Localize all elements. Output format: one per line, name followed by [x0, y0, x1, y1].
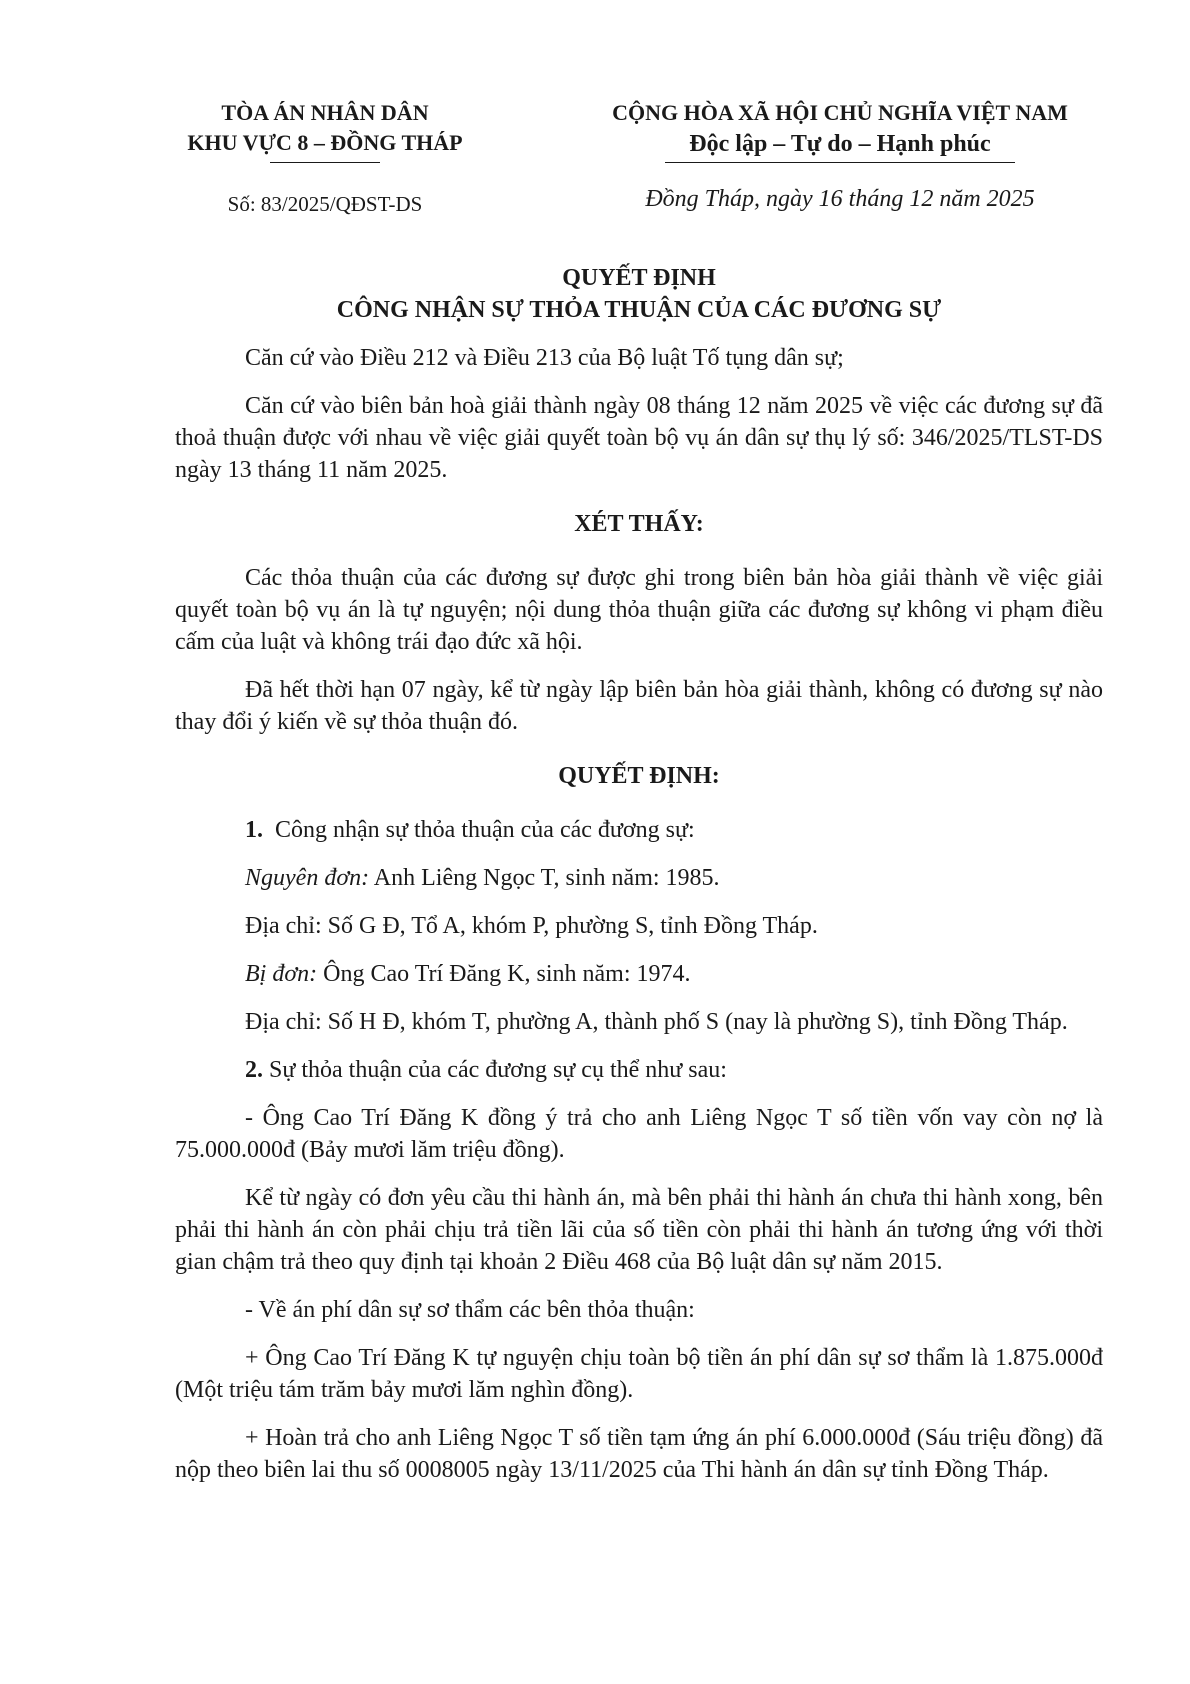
findings-paragraph: Các thỏa thuận của các đương sự được ghi trong biên bản hòa giải thành về việc giải quyết toàn bộ vụ án là tự nguyện; nội dung thỏa thuận giữa các đương sự không vi phạm điều cấm của luật và không trái đạo đức xã hội.	[175, 565, 1103, 655]
document-subtitle: CÔNG NHẬN SỰ THỎA THUẬN CỦA CÁC ĐƯƠNG SỰ	[336, 297, 942, 323]
item-text: Sự thỏa thuận của các đương sự cụ thể như sau:	[263, 1057, 727, 1083]
fee-paragraph: + Ông Cao Trí Đăng K tự nguyện chịu toàn bộ tiền án phí dân sự sơ thẩm là 1.875.000đ (Một triệu tám trăm bảy mươi lăm nghìn đồng).	[175, 1345, 1103, 1403]
motto-underline	[665, 162, 1015, 163]
item-text: Công nhận sự thỏa thuận của các đương sự:	[275, 817, 695, 843]
findings-paragraph: Đã hết thời hạn 07 ngày, kể từ ngày lập biên bản hòa giải thành, không có đương sự nào thay đổi ý kiến về sự thỏa thuận đó.	[175, 677, 1103, 735]
court-region: KHU VỰC 8 – ĐỒNG THÁP	[187, 130, 463, 155]
decision-heading: QUYẾT ĐỊNH:	[558, 763, 720, 789]
place-and-date: Đồng Tháp, ngày 16 tháng 12 năm 2025	[645, 186, 1035, 212]
court-underline	[270, 162, 380, 163]
plaintiff-label: Nguyên đơn:	[245, 865, 370, 891]
nation-name: CỘNG HÒA XÃ HỘI CHỦ NGHĨA VIỆT NAM	[612, 100, 1068, 125]
national-header	[570, 98, 1110, 215]
decision-item-2	[175, 1054, 1103, 1086]
item-number: 1.	[245, 817, 263, 843]
court-name: TÒA ÁN NHÂN DÂN	[221, 100, 429, 125]
plaintiff-line	[175, 862, 1103, 894]
plaintiff-text: Anh Liêng Ngọc T, sinh năm: 1985.	[369, 865, 720, 891]
document-title: QUYẾT ĐỊNH	[562, 265, 716, 291]
defendant-line	[175, 958, 1103, 990]
interest-paragraph: Kể từ ngày có đơn yêu cầu thi hành án, mà bên phải thi hành án chưa thi hành xong, bên phải thi hành án còn phải chịu trả tiền lãi của số tiền còn phải thi hành án tương ứng với thời gian chậm trả theo quy định tại khoản 2 Điều 468 của Bộ luật dân sự năm 2015.	[175, 1185, 1103, 1275]
findings-heading: XÉT THẤY:	[574, 511, 704, 537]
court-header	[160, 98, 490, 219]
national-motto: Độc lập – Tự do – Hạnh phúc	[689, 131, 991, 157]
defendant-label: Bị đơn:	[245, 961, 318, 987]
decision-number: Số: 83/2025/QĐST-DS	[227, 192, 423, 216]
plaintiff-address: Địa chỉ: Số G Đ, Tổ A, khóm P, phường S, tỉnh Đồng Tháp.	[245, 913, 818, 939]
fee-intro: - Về án phí dân sự sơ thẩm các bên thỏa thuận:	[245, 1297, 695, 1323]
debt-paragraph: - Ông Cao Trí Đăng K đồng ý trả cho anh Liêng Ngọc T số tiền vốn vay còn nợ là 75.000.000đ (Bảy mươi lăm triệu đồng).	[175, 1105, 1103, 1163]
defendant-address: Địa chỉ: Số H Đ, khóm T, phường A, thành phố S (nay là phường S), tỉnh Đồng Tháp.	[245, 1009, 1068, 1035]
legal-basis-paragraph: Căn cứ vào Điều 212 và Điều 213 của Bộ luật Tố tụng dân sự;	[245, 345, 844, 371]
decision-item-1	[175, 814, 1103, 846]
document-body	[175, 262, 1103, 1486]
defendant-text: Ông Cao Trí Đăng K, sinh năm: 1974.	[317, 961, 691, 987]
legal-basis-paragraph: Căn cứ vào biên bản hoà giải thành ngày 08 tháng 12 năm 2025 về việc các đương sự đã thoả thuận được với nhau về việc giải quyết toàn bộ vụ án dân sự thụ lý số: 346/2025/TLST-DS ngày 13 tháng 11 năm 2025.	[175, 393, 1103, 483]
item-number: 2.	[245, 1057, 263, 1083]
fee-paragraph: + Hoàn trả cho anh Liêng Ngọc T số tiền tạm ứng án phí 6.000.000đ (Sáu triệu đồng) đã nộp theo biên lai thu số 0008005 ngày 13/11/2025 của Thi hành án dân sự tỉnh Đồng Tháp.	[175, 1425, 1103, 1483]
